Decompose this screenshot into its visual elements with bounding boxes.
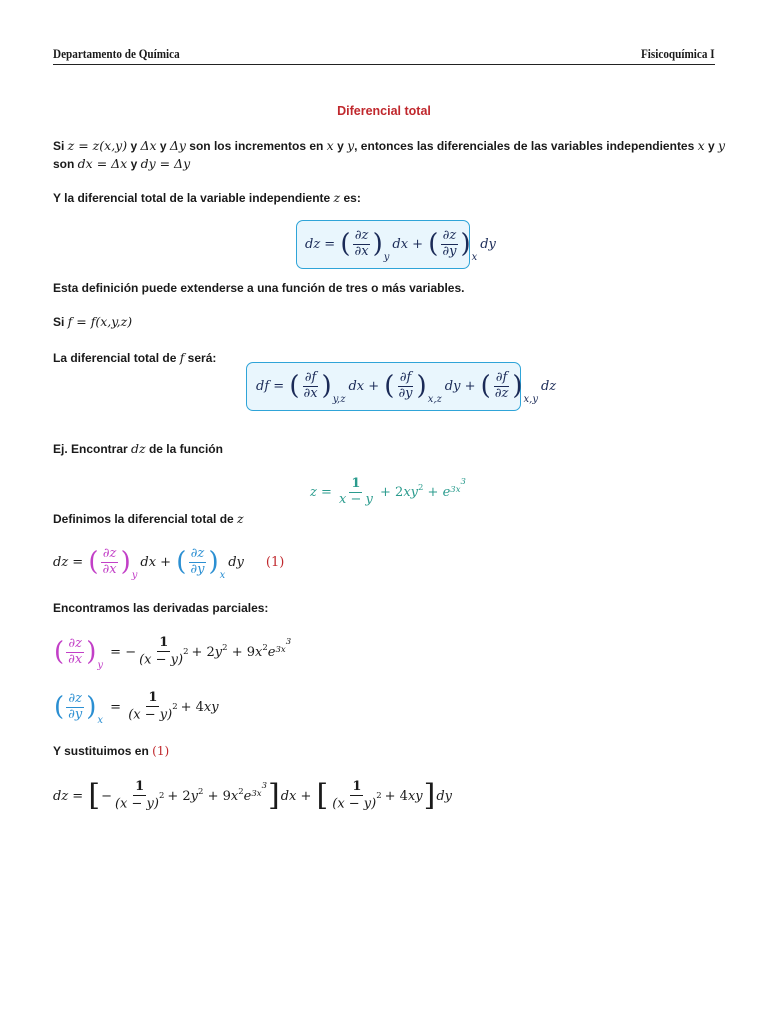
paragraph-function-f: Si f = f(x,y,z) [53,314,133,329]
paragraph-df-label: La diferencial total de f será: [53,350,217,365]
header-course: Fisicoquímica I [641,46,715,61]
paragraph-substitute: Y sustituimos en (1) [53,744,170,758]
paragraph-partials: Encontramos las derivadas parciales: [53,601,269,615]
paragraph-total-differential: Y la diferencial total de la variable independiente z es: [53,190,361,205]
formula-partial-x: ( $\frac{\partial z}{\partial x}$ ) y = − $\frac{1}{(x - y)^2}$ + 2 y $^2$ + 9 x $^2$ e $^{3x^3}$ [54,634,292,671]
page-header [53,44,715,65]
header-department: Departamento de Química [53,46,180,61]
equation-reference: (1) [152,744,170,758]
section-title: Diferencial total [337,104,431,118]
formula-partial-y: ( $\frac{\partial z}{\partial y}$ ) x = $\frac{1}{(x - y)^2}$ + 4 xy [54,689,219,726]
paragraph-define-dz: Definimos la diferencial total de z [53,511,244,526]
formula-dz-colored: dz = ( $\frac{\partial z}{\partial x}$ ) y dx + ( $\frac{\partial z}{\partial y}$ ) x dy (1) [53,545,285,581]
equation-label: (1) [265,554,285,570]
paragraph-increments: Si z = z(x,y) y Δx y Δy son los incrementos en x y y, entonces las diferenciales de las variables independientes x y y [53,138,726,153]
formula-final-dz: dz = [ − $\frac{1}{(x - y)^2}$ + 2 y $^2$ + 9 x $^2$ e $^{3x^3}$ ] dx + [ $\frac{1}{(x - y)^2}$ + 4 xy ] dy [53,778,453,813]
formula-dz: dz = ( $\frac{\partial z}{\partial x}$ ) y dx + ( $\frac{\partial z}{\partial y}$ ) x dy [305,227,496,263]
formula-example-function: z = $\frac{1}{x - y}$ + 2 xy $^2$ + e $^{3x^3}$ [310,475,466,507]
formula-df: df = ( $\frac{\partial f}{\partial x}$ ) y,z dx + ( $\frac{\partial f}{\partial y}$ ) x,z dy + ( $\frac{\partial f}{\partial z}$ ) x,y dz [256,369,557,405]
paragraph-extension: Esta definición puede extenderse a una función de tres o más variables. [53,281,465,295]
paragraph-example: Ej. Encontrar dz de la función [53,441,223,456]
paragraph-increments-line2: son dx = Δx y dy = Δy [53,156,191,171]
